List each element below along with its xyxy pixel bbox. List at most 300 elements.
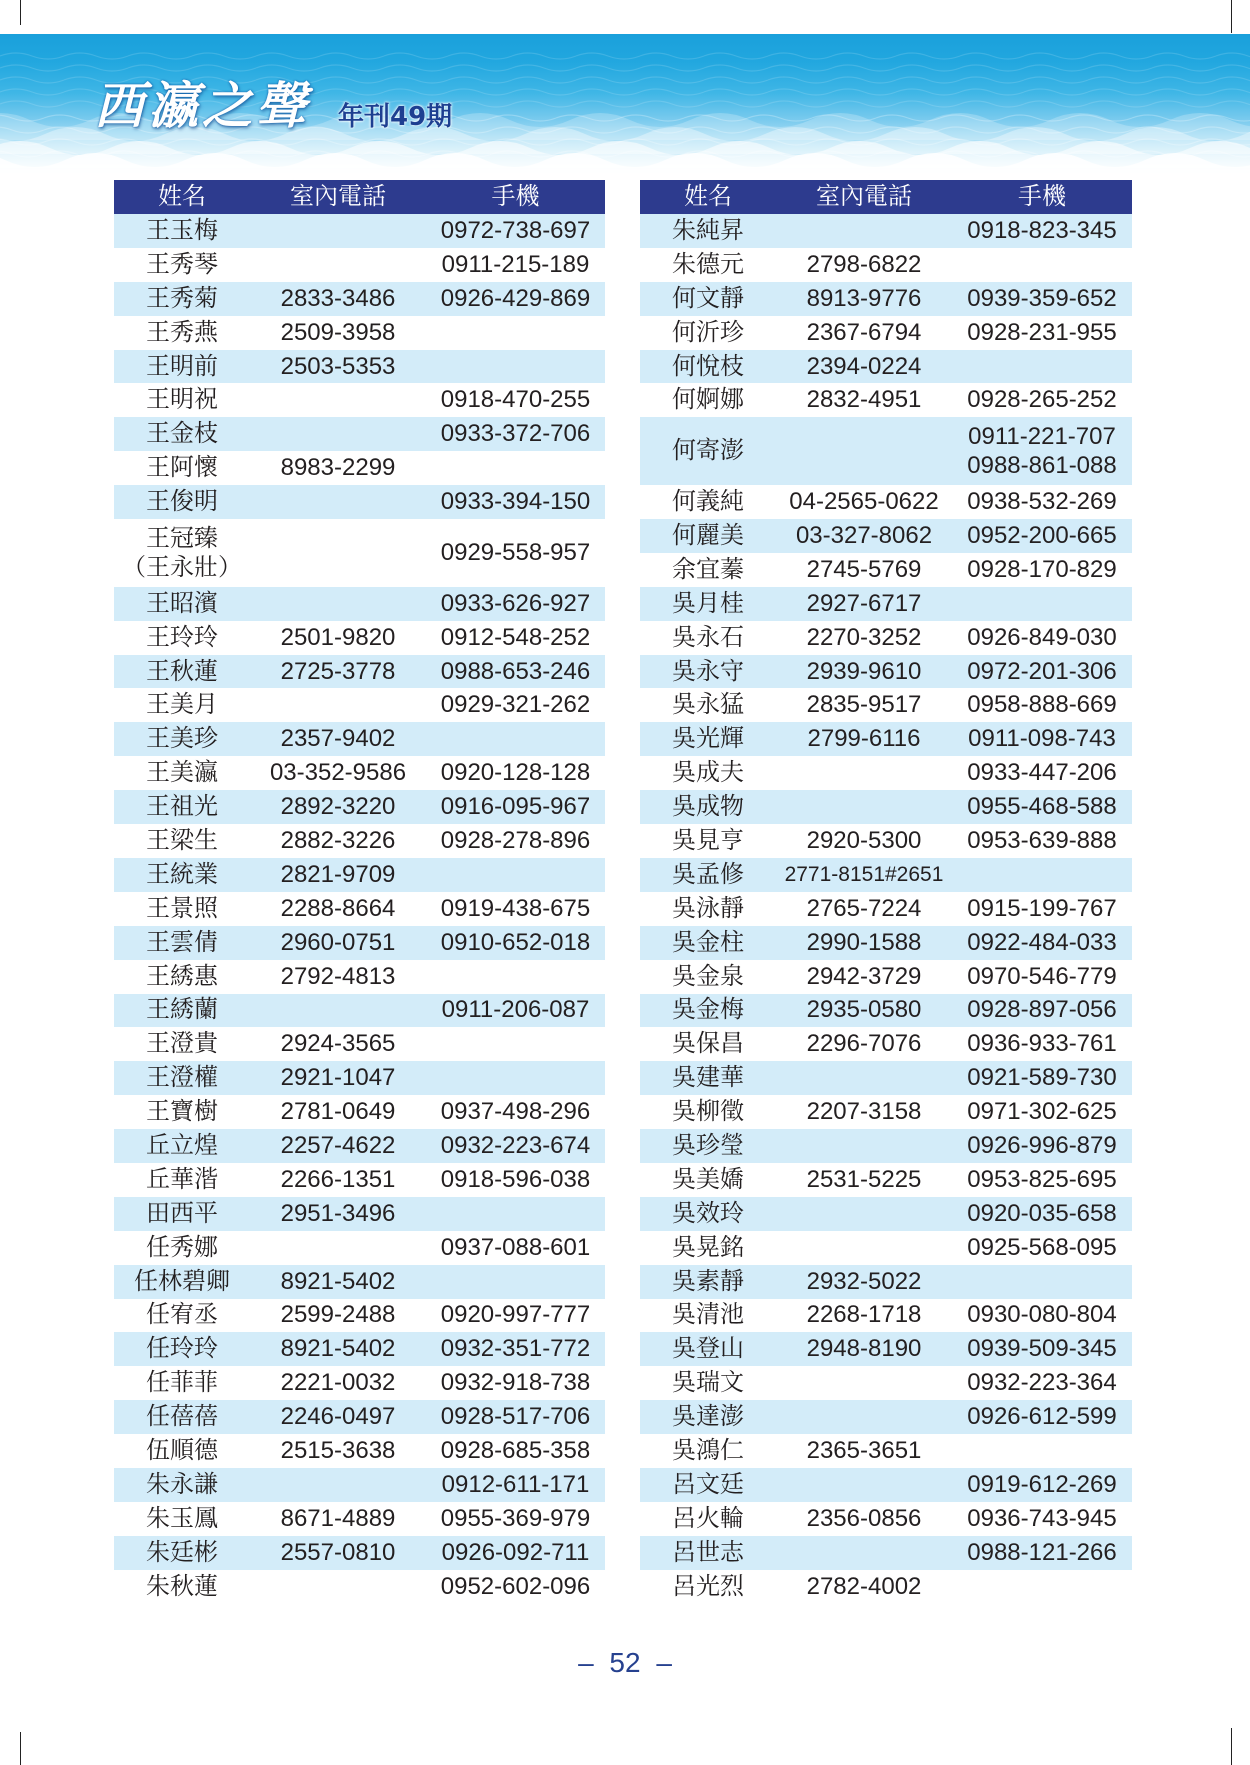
crop-mark-bottom-left: [20, 1732, 21, 1765]
mobile-phone: 0920-997-777: [440, 1301, 591, 1329]
home-phone: 2921-1047: [280, 1064, 396, 1092]
table-row: [640, 722, 1132, 756]
mobile-phone: 0928-170-829: [967, 555, 1117, 583]
member-name: 吳泳靜: [672, 894, 744, 922]
home-phone: [250, 383, 426, 417]
member-name: 任林碧卿: [134, 1267, 230, 1295]
mobile-phone: 0933-372-706: [440, 420, 591, 448]
home-phone: [776, 1468, 952, 1502]
member-name: 王俊明: [146, 488, 218, 516]
home-phone: 8921-5402: [280, 1267, 396, 1295]
mobile-phone: 0920-035-658: [967, 1199, 1117, 1227]
member-name: 王玉梅: [146, 216, 218, 244]
mobile-phone: 0936-933-761: [967, 1030, 1117, 1058]
member-name: 王美月: [146, 691, 218, 719]
table-row: [114, 994, 605, 1028]
home-phone: 2781-0649: [280, 1098, 396, 1126]
mobile-phone: [426, 858, 605, 892]
table-row: [114, 417, 605, 451]
home-phone: 2882-3226: [280, 826, 396, 854]
table-row: [114, 1197, 605, 1231]
table-row: [640, 688, 1132, 722]
table-row: [114, 892, 605, 926]
table-row: [114, 858, 605, 892]
member-name: 吳達澎: [672, 1403, 744, 1431]
home-phone: [776, 1129, 952, 1163]
table-row: [640, 1400, 1132, 1434]
mobile-phone: 0958-888-669: [967, 691, 1117, 719]
mobile-phone: 0911-206-087: [441, 996, 590, 1024]
mobile-phone: [426, 722, 605, 756]
member-name: 王金枝: [146, 420, 218, 448]
table-row: [114, 1332, 605, 1366]
home-phone: 03-352-9586: [269, 759, 407, 787]
mobile-phone: 0933-394-150: [440, 488, 591, 516]
table-row: [640, 1468, 1132, 1502]
mobile-phone: 0939-509-345: [967, 1335, 1117, 1363]
table-row: [114, 1468, 605, 1502]
table-row: [640, 1129, 1132, 1163]
member-name: 王祖光: [146, 793, 218, 821]
mobile-phone: 0971-302-625: [967, 1098, 1117, 1126]
mobile-phone: 0932-223-674: [440, 1132, 591, 1159]
publication-title: 西瀛之聲: [94, 76, 310, 135]
member-name: 任宥丞: [146, 1301, 218, 1329]
home-phone: 2990-1588: [806, 928, 922, 956]
mobile-phone: 0926-092-711: [441, 1538, 590, 1566]
mobile-phone: 0925-568-095: [967, 1233, 1117, 1261]
crop-mark-bottom-right: [1231, 1728, 1232, 1765]
table-row: [640, 248, 1132, 282]
table-row: [114, 248, 605, 282]
home-phone: [250, 688, 426, 722]
table-row: [640, 1231, 1132, 1265]
member-name: 吳永石: [672, 623, 744, 651]
mobile-phone: [952, 587, 1132, 621]
table-row: [640, 790, 1132, 824]
mobile-phone: 0953-825-695: [967, 1165, 1117, 1193]
member-name: 王明前: [146, 352, 218, 380]
issue-label: 年刊49期: [338, 102, 453, 132]
home-phone: 8921-5402: [280, 1335, 396, 1363]
member-name: 丘立煌: [146, 1132, 218, 1159]
member-name: 王秀燕: [146, 318, 218, 346]
table-row: [114, 485, 605, 519]
home-phone: 2832-4951: [806, 386, 922, 414]
table-row: [640, 316, 1132, 350]
home-phone: 2270-3252: [806, 623, 922, 651]
mobile-phone: 0938-532-269: [967, 488, 1117, 516]
mobile-phone: [426, 316, 605, 350]
table-row: [114, 1400, 605, 1434]
home-phone: 2356-0856: [806, 1504, 922, 1532]
member-name: 吳瑞文: [672, 1369, 744, 1397]
member-name: 吳金泉: [672, 962, 744, 990]
table-row: [640, 485, 1132, 519]
home-phone: 2960-0751: [280, 928, 396, 956]
home-phone: 2365-3651: [806, 1437, 922, 1465]
home-phone: 2927-6717: [806, 589, 922, 617]
mobile-phone: 0910-652-018: [440, 928, 591, 956]
table-row: [640, 1332, 1132, 1366]
home-phone: [776, 417, 952, 485]
member-name: 王寶樹: [146, 1098, 218, 1126]
home-phone: [250, 214, 426, 248]
directory-table-right: [640, 180, 1132, 1604]
member-name: 伍順德: [146, 1437, 218, 1465]
home-phone: 2725-3778: [280, 657, 396, 685]
home-phone: 03-327-8062: [795, 521, 933, 549]
home-phone: 8671-4889: [280, 1504, 396, 1532]
member-name: [114, 519, 250, 587]
home-phone: [250, 994, 426, 1028]
member-name: 王澄貴: [146, 1030, 218, 1058]
table-row: [114, 824, 605, 858]
table-row: [640, 417, 1132, 485]
table-row: [114, 1536, 605, 1570]
mobile-phone: 0970-546-779: [967, 962, 1117, 990]
mobile-phone: 0929-321-262: [440, 691, 591, 719]
table-row: [640, 214, 1132, 248]
mobile-phone: 0920-128-128: [440, 759, 591, 787]
table-row: [640, 553, 1132, 587]
mobile-phone: 0930-080-804: [967, 1301, 1117, 1329]
mobile-phone: 0932-223-364: [967, 1369, 1117, 1397]
member-name: 朱玉鳳: [146, 1504, 218, 1532]
table-row: [640, 824, 1132, 858]
mobile-phone: 0937-088-601: [440, 1233, 591, 1261]
member-name: 吳柳徵: [672, 1098, 744, 1126]
home-phone: [776, 1197, 952, 1231]
mobile-phone: 0919-612-269: [967, 1470, 1117, 1498]
table-row: [114, 316, 605, 350]
home-phone: 04-2565-0622: [789, 488, 939, 516]
mobile-phone: 0939-359-652: [967, 284, 1117, 312]
home-phone: [776, 790, 952, 824]
member-name: 王景照: [146, 894, 218, 922]
mobile-phone: [952, 858, 1132, 892]
member-name: 吳月桂: [672, 589, 744, 617]
table-header-row: [640, 180, 1132, 214]
member-name: 王美珍: [146, 725, 218, 753]
table-row: [114, 655, 605, 689]
member-name: 任玲玲: [146, 1335, 218, 1363]
member-name: 呂火輪: [672, 1504, 744, 1532]
member-name: 吳金梅: [672, 996, 744, 1024]
mobile-phone: 0918-470-255: [440, 386, 591, 414]
mobile-phone: 0933-447-206: [967, 759, 1117, 787]
member-name-line: （王永壯）: [122, 553, 242, 581]
member-name: 吳見亨: [672, 826, 744, 854]
mobile-phone: 0955-468-588: [967, 793, 1117, 821]
member-name: 吳金柱: [672, 928, 744, 956]
home-phone: 2557-0810: [280, 1538, 396, 1566]
member-name: 田西平: [146, 1199, 218, 1227]
table-row: [640, 756, 1132, 790]
home-phone: [776, 214, 952, 248]
member-name: 吳光輝: [672, 725, 744, 753]
member-name: 王玲玲: [146, 623, 218, 651]
table-row: [114, 1129, 605, 1163]
member-name: 何義純: [672, 488, 744, 516]
table-row: [114, 587, 605, 621]
home-phone: 2833-3486: [280, 284, 396, 312]
table-row: [114, 519, 605, 587]
member-name: 呂文廷: [672, 1470, 744, 1498]
home-phone: 2799-6116: [807, 725, 921, 753]
home-phone: 2782-4002: [806, 1572, 922, 1600]
table-row: [114, 1027, 605, 1061]
home-phone: [250, 519, 426, 587]
mobile-phone: [952, 1434, 1132, 1468]
table-row: [114, 282, 605, 316]
home-phone-header: 室內電話: [816, 183, 912, 210]
table-row: [114, 1265, 605, 1299]
home-phone: 2266-1351: [280, 1165, 396, 1193]
member-name: 王澄權: [146, 1064, 218, 1092]
table-row: [640, 282, 1132, 316]
member-name: 呂光烈: [672, 1572, 744, 1600]
directory-table-left: [114, 180, 605, 1604]
table-row: [114, 756, 605, 790]
member-name: 王明祝: [146, 386, 218, 414]
mobile-phone: 0932-351-772: [440, 1335, 591, 1363]
mobile-phone: [952, 248, 1132, 282]
home-phone: [776, 1536, 952, 1570]
table-row: [640, 1061, 1132, 1095]
member-name: 朱純昇: [672, 216, 744, 244]
mobile-phone: 0922-484-033: [967, 928, 1117, 956]
member-name: 朱秋蓮: [146, 1572, 218, 1600]
mobile-phone: [426, 1061, 605, 1095]
home-phone: 2771-8151#2651: [784, 862, 944, 886]
home-phone: [250, 587, 426, 621]
table-row: [114, 350, 605, 384]
mobile-phone: 0916-095-967: [440, 793, 591, 821]
member-name: 吳孟修: [672, 860, 744, 888]
home-phone: 2932-5022: [806, 1267, 922, 1295]
member-name: 王昭濱: [146, 589, 218, 617]
table-row: [640, 1570, 1132, 1604]
member-name: 吳建華: [672, 1064, 744, 1092]
table-row: [114, 1434, 605, 1468]
home-phone: 2792-4813: [280, 962, 396, 990]
home-phone: 2221-0032: [280, 1369, 396, 1397]
member-name: 王秀菊: [146, 284, 218, 312]
table-row: [640, 587, 1132, 621]
table-row: [114, 1231, 605, 1265]
home-phone: 2599-2488: [280, 1301, 396, 1329]
member-name: 余宜蓁: [672, 555, 744, 583]
member-name: 吳素靜: [672, 1267, 744, 1295]
home-phone: 2765-7224: [806, 894, 922, 922]
mobile-phone: 0928-685-358: [440, 1437, 591, 1465]
mobile-phone: 0937-498-296: [440, 1098, 591, 1126]
member-name: 王美瀛: [146, 759, 218, 787]
mobile-phone-line: 0988-861-088: [967, 452, 1117, 480]
table-row: [114, 960, 605, 994]
mobile-phone: [426, 960, 605, 994]
mobile-phone: 0972-201-306: [967, 657, 1117, 685]
home-phone: [776, 1061, 952, 1095]
mobile-phone: 0988-121-266: [967, 1538, 1117, 1566]
home-phone: 2892-3220: [280, 793, 396, 821]
member-name: 朱廷彬: [146, 1538, 218, 1566]
mobile-phone-header: 手機: [491, 183, 540, 210]
mobile-phone-line: 0911-221-707: [968, 423, 1116, 451]
name-header: 姓名: [684, 183, 732, 210]
member-name: 王秋蓮: [146, 657, 218, 685]
mobile-phone: 0918-823-345: [967, 216, 1117, 244]
table-row: [114, 214, 605, 248]
member-name: 何文靜: [672, 284, 744, 312]
table-row: [114, 1299, 605, 1333]
member-name: 王綉蘭: [146, 996, 218, 1024]
home-phone: [250, 1231, 426, 1265]
member-name: 何婀娜: [672, 386, 744, 414]
table-row: [640, 892, 1132, 926]
crop-mark-top-right: [1231, 0, 1232, 33]
home-phone: [776, 1231, 952, 1265]
home-phone: 2503-5353: [280, 352, 396, 380]
mobile-phone: 0918-596-038: [440, 1165, 591, 1193]
home-phone: 2296-7076: [806, 1030, 922, 1058]
member-name: 吳登山: [672, 1335, 744, 1363]
home-phone: 2939-9610: [806, 657, 922, 685]
member-name: 何寄澎: [672, 437, 744, 465]
home-phone: 2394-0224: [806, 352, 922, 380]
table-row: [114, 383, 605, 417]
home-phone: 2288-8664: [280, 894, 396, 922]
table-row: [114, 722, 605, 756]
member-name: 吳珍瑩: [672, 1132, 744, 1159]
table-row: [640, 1502, 1132, 1536]
mobile-phone: 0928-278-896: [440, 826, 591, 854]
mobile-phone: 0952-200-665: [967, 521, 1117, 549]
member-name: 吳成夫: [672, 759, 744, 787]
mobile-phone: 0988-653-246: [440, 657, 591, 685]
mobile-phone: 0936-743-945: [967, 1504, 1117, 1532]
home-phone: 2798-6822: [806, 250, 922, 278]
member-name: 吳清池: [672, 1301, 744, 1329]
table-row: [640, 1434, 1132, 1468]
home-phone: 2257-4622: [280, 1132, 396, 1159]
mobile-phone: 0928-231-955: [967, 318, 1117, 346]
member-name: 任蓓蓓: [146, 1403, 218, 1431]
home-phone: [250, 1468, 426, 1502]
table-row: [114, 1570, 605, 1604]
home-phone: 2531-5225: [806, 1165, 922, 1193]
table-row: [640, 621, 1132, 655]
mobile-phone: 0911-215-189: [441, 250, 590, 278]
table-row: [640, 383, 1132, 417]
member-name: 呂世志: [672, 1538, 744, 1566]
mobile-phone: 0953-639-888: [967, 826, 1117, 854]
mobile-phone: 0933-626-927: [440, 589, 591, 617]
home-phone: 2920-5300: [806, 826, 922, 854]
table-row: [640, 1299, 1132, 1333]
member-name: 吳效玲: [672, 1199, 744, 1227]
member-name: 何沂珍: [672, 318, 744, 346]
table-row: [640, 350, 1132, 384]
home-phone: 2268-1718: [806, 1301, 922, 1329]
member-name: 吳永猛: [672, 691, 744, 719]
mobile-phone: [426, 1027, 605, 1061]
table-row: [114, 790, 605, 824]
table-row: [114, 621, 605, 655]
home-phone: 2745-5769: [806, 555, 922, 583]
page-number: – 52 –: [578, 1647, 672, 1678]
home-phone: 2207-3158: [806, 1098, 922, 1126]
member-name: 吳成物: [672, 793, 744, 821]
mobile-phone: 0915-199-767: [967, 894, 1117, 922]
member-name: 王阿懷: [146, 454, 218, 482]
home-phone: 2835-9517: [806, 691, 922, 719]
member-name: 任菲菲: [146, 1369, 218, 1397]
table-row: [640, 1095, 1132, 1129]
mobile-phone: 0926-612-599: [967, 1403, 1117, 1431]
mobile-phone: 0929-558-957: [440, 538, 591, 566]
home-phone: 2935-0580: [806, 996, 922, 1024]
mobile-phone: 0972-738-697: [440, 216, 591, 244]
mobile-phone: 0926-996-879: [967, 1132, 1117, 1159]
member-name: 何麗美: [672, 521, 744, 549]
home-phone: [250, 417, 426, 451]
mobile-phone: 0926-429-869: [440, 284, 591, 312]
member-name: 何悅枝: [672, 352, 744, 380]
home-phone: 2515-3638: [280, 1437, 396, 1465]
table-row: [114, 926, 605, 960]
member-name: 吳永守: [672, 657, 744, 685]
home-phone: [776, 1366, 952, 1400]
table-row: [640, 960, 1132, 994]
mobile-phone: 0921-589-730: [967, 1064, 1117, 1092]
mobile-phone: [426, 451, 605, 485]
home-phone: 2924-3565: [280, 1030, 396, 1058]
mobile-phone: [952, 1570, 1132, 1604]
mobile-phone: 0928-265-252: [967, 386, 1117, 414]
home-phone: 2367-6794: [806, 318, 922, 346]
table-row: [114, 1163, 605, 1197]
home-phone: [776, 756, 952, 790]
mobile-phone: [426, 1265, 605, 1299]
member-name: 王梁生: [146, 826, 218, 854]
name-header: 姓名: [158, 183, 206, 210]
home-phone: [776, 1400, 952, 1434]
home-phone: [250, 248, 426, 282]
mobile-phone: [952, 417, 1132, 485]
mobile-phone: 0912-548-252: [440, 623, 591, 651]
mobile-phone: [426, 350, 605, 384]
home-phone: 2942-3729: [806, 962, 922, 990]
mobile-phone: 0932-918-738: [440, 1369, 591, 1397]
home-phone: 2821-9709: [280, 860, 396, 888]
mobile-phone: 0955-369-979: [440, 1504, 591, 1532]
mobile-phone: [952, 350, 1132, 384]
table-header-row: [114, 180, 605, 214]
member-name: 吳晃銘: [672, 1233, 744, 1261]
home-phone: 2951-3496: [280, 1199, 396, 1227]
home-phone: [250, 485, 426, 519]
member-name: 吳鴻仁: [672, 1437, 744, 1465]
member-name: 吳保昌: [672, 1030, 744, 1058]
member-name: 王綉惠: [146, 962, 218, 990]
table-row: [640, 1163, 1132, 1197]
mobile-phone: 0911-098-743: [968, 725, 1116, 753]
member-name: 朱德元: [672, 250, 744, 278]
home-phone: 8983-2299: [280, 454, 396, 482]
home-phone: 2246-0497: [280, 1403, 396, 1431]
